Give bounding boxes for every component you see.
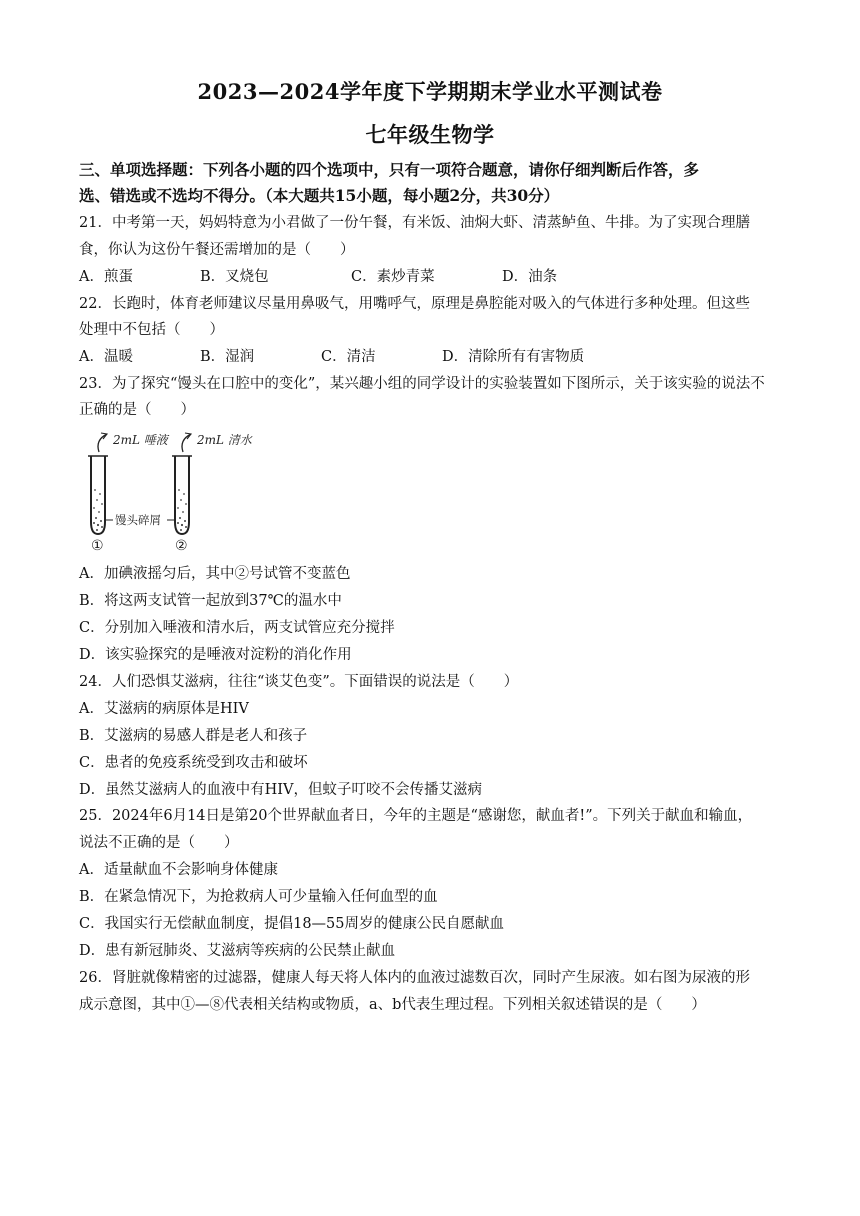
bread-crumbs-label: 馒头碎屑	[115, 513, 161, 527]
q22-option-d: D．清除所有有害物质	[442, 349, 585, 365]
q25-option-d: D．患有新冠肺炎、艾滋病等疾病的公民禁止献血	[79, 943, 396, 959]
q22-option-b: B．湿润	[200, 349, 255, 365]
q21-option-b: B．叉烧包	[200, 269, 269, 285]
q21-option-a: A．煎蛋	[79, 269, 133, 285]
q23-stem-line1: 23．为了探究“馒头在口腔中的变化”，某兴趣小组的同学设计的实验装置如下图所示，关于该实验的说法不	[79, 376, 765, 392]
q21-option-d: D．油条	[502, 269, 558, 285]
test-tube-1	[91, 456, 105, 534]
q22-stem-line2: 处理中不包括（ ）	[79, 322, 224, 338]
section-instruction-line2: 选、错选或不选均不得分。（本大题共15小题，每小题2分，共30分）	[79, 186, 560, 205]
q21-option-c: C．素炒青菜	[351, 269, 435, 285]
q25-option-c: C．我国实行无偿献血制度，提倡18—55周岁的健康公民自愿献血	[79, 916, 504, 932]
q22-option-c: C．清洁	[321, 349, 376, 365]
arrow-tube1	[98, 434, 107, 452]
tube1-number: ①	[91, 538, 104, 554]
q23-option-c: C．分别加入唾液和清水后，两支试管应充分搅拌	[79, 620, 395, 636]
q23-option-a: A．加碘液摇匀后，其中②号试管不变蓝色	[79, 566, 351, 582]
q23-stem-line2: 正确的是（ ）	[79, 402, 195, 418]
q23-option-b: B．将这两支试管一起放到37℃的温水中	[79, 593, 342, 609]
tube1-label: 2mL 唾液	[113, 433, 168, 447]
test-tube-figure	[85, 428, 252, 554]
q23-option-d: D．该实验探究的是唾液对淀粉的消化作用	[79, 647, 352, 663]
arrow-tube2	[182, 434, 191, 452]
q26-stem-line1: 26．肾脏就像精密的过滤器，健康人每天将人体内的血液过滤数百次，同时产生尿液。如右图为尿液的形	[79, 970, 750, 986]
q24-option-a: A．艾滋病的病原体是HIV	[79, 701, 249, 717]
q25-stem-line1: 25．2024年6月14日是第20个世界献血者日，今年的主题是“感谢您，献血者!”。下列关于献血和输血，	[79, 808, 753, 824]
q25-option-b: B．在紧急情况下，为抢救病人可少量输入任何血型的血	[79, 889, 438, 905]
q25-option-a: A．适量献血不会影响身体健康	[79, 862, 278, 878]
bread-crumbs-tube1	[93, 489, 103, 531]
q25-stem-line2: 说法不正确的是（ ）	[79, 835, 239, 851]
q22-option-a: A．温暖	[79, 349, 133, 365]
tube2-number: ②	[175, 538, 188, 554]
bread-crumbs-tube2	[177, 489, 187, 531]
section-instruction-line1: 三、单项选择题：下列各小题的四个选项中，只有一项符合题意，请你仔细判断后作答，多	[79, 160, 700, 179]
exam-title: 2023—2024学年度下学期期末学业水平测试卷	[197, 79, 663, 104]
tube2-label: 2mL 清水	[197, 433, 252, 447]
q26-stem-line2: 成示意图，其中①—⑧代表相关结构或物质，a、b代表生理过程。下列相关叙述错误的是（ ）	[79, 997, 706, 1013]
q21-stem-line2: 食，你认为这份午餐还需增加的是（ ）	[79, 242, 355, 258]
q22-stem-line1: 22．长跑时，体育老师建议尽量用鼻吸气，用嘴呼气，原理是鼻腔能对吸入的气体进行多种处理。但这些	[79, 296, 750, 312]
exam-subtitle: 七年级生物学	[365, 122, 495, 147]
q24-stem-line1: 24．人们恐惧艾滋病，往往“谈艾色变”。下面错误的说法是（ ）	[79, 674, 519, 690]
q21-stem-line1: 21．中考第一天，妈妈特意为小君做了一份午餐，有米饭、油焖大虾、清蒸鲈鱼、牛排。为了实现合理膳	[79, 215, 750, 231]
q24-option-b: B．艾滋病的易感人群是老人和孩子	[79, 728, 308, 744]
test-tube-diagram	[85, 428, 252, 554]
q24-option-d: D．虽然艾滋病人的血液中有HIV，但蚊子叮咬不会传播艾滋病	[79, 782, 482, 798]
test-tube-2	[175, 456, 189, 534]
q24-option-c: C．患者的免疫系统受到攻击和破坏	[79, 755, 308, 771]
